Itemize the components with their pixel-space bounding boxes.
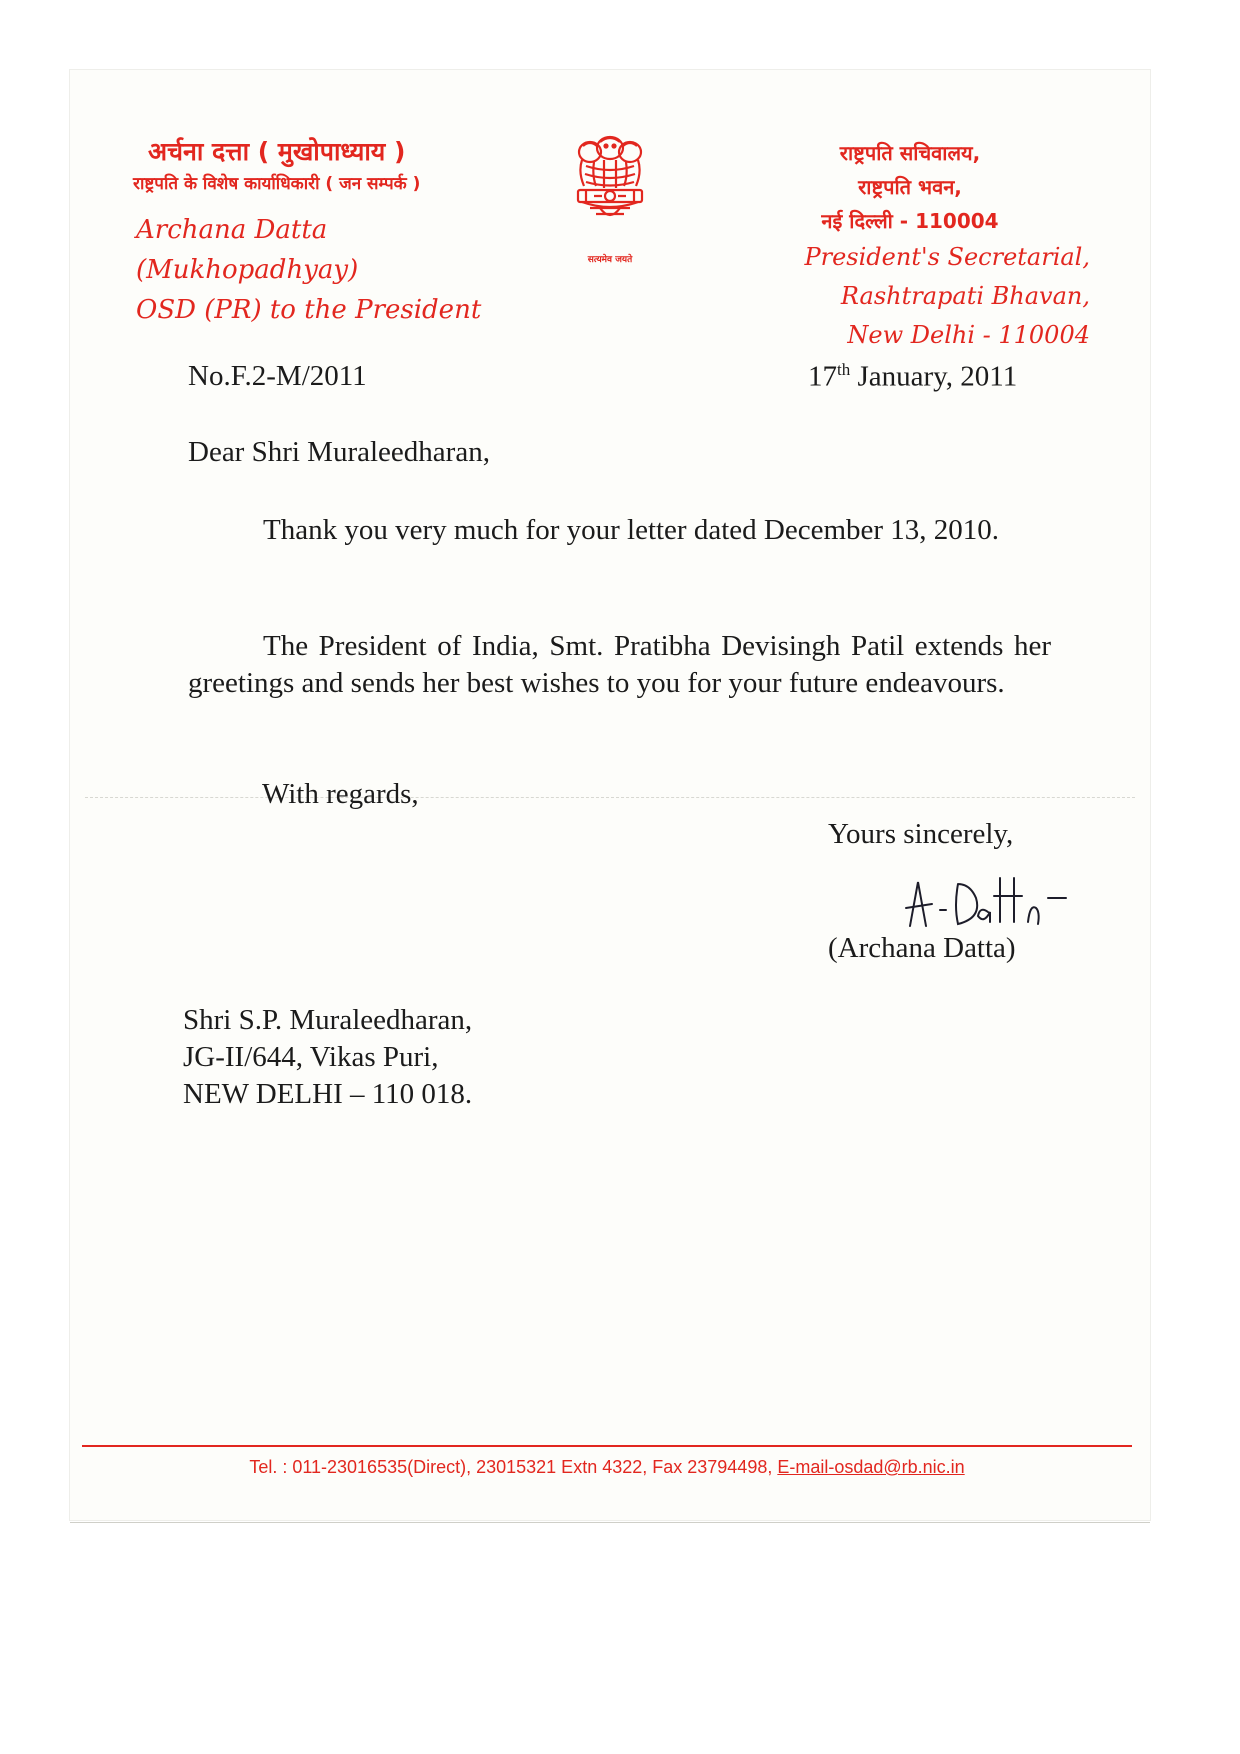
recipient-line3: NEW DELHI – 110 018. bbox=[183, 1078, 473, 1110]
lion-capital-icon bbox=[560, 130, 660, 250]
sender-name-english: Archana Datta bbox=[136, 215, 328, 245]
footer-email-link[interactable]: E-mail-osdad@rb.nic.in bbox=[777, 1457, 965, 1477]
body-paragraph-2: The President of India, Smt. Pratibha Devisingh Patil extends her greetings and sends her best wishes to you for your future endeavours. bbox=[188, 630, 1051, 699]
sheet-bottom-edge bbox=[70, 1522, 1150, 1523]
date-suffix: th bbox=[837, 360, 851, 379]
handwritten-signature bbox=[900, 868, 1080, 938]
sender-name-maiden: (Mukhopadhyay) bbox=[136, 255, 359, 285]
recipient-line1: Shri S.P. Muraleedharan, bbox=[183, 1004, 473, 1036]
sender-block-english bbox=[136, 210, 481, 330]
body-paragraph-1: Thank you very much for your letter dated December 13, 2010. bbox=[263, 514, 1000, 546]
footer-contact bbox=[82, 1457, 1132, 1478]
sender-title-english: OSD (PR) to the President bbox=[136, 295, 482, 325]
recipient-line2: JG-II/644, Vikas Puri, bbox=[183, 1041, 439, 1073]
salutation: Dear Shri Muraleedharan, bbox=[188, 436, 490, 468]
letter-date bbox=[808, 360, 1017, 394]
footer-contact-text: Tel. : 011-23016535(Direct), 23015321 Extn 4322, Fax 23794498, bbox=[249, 1457, 778, 1477]
fold-line bbox=[85, 797, 1135, 798]
office-line1-english: President's Secretarial, bbox=[804, 243, 1090, 271]
reference-number: No.F.2-M/2011 bbox=[188, 360, 367, 392]
signatory-name: (Archana Datta) bbox=[828, 932, 1016, 964]
office-address-hindi bbox=[760, 136, 1060, 238]
sender-name-hindi: अर्चना दत्ता ( मुखोपाध्याय ) bbox=[148, 137, 406, 166]
office-line1-hindi: राष्ट्रपति सचिवालय, bbox=[839, 141, 981, 165]
footer-rule bbox=[82, 1445, 1132, 1447]
sender-title-hindi: राष्ट्रपति के विशेष कार्याधिकारी ( जन सम्पर्क ) bbox=[133, 174, 421, 194]
recipient-address bbox=[183, 1002, 472, 1113]
office-line2-english: Rashtrapati Bhavan, bbox=[840, 282, 1090, 310]
office-line3-hindi: नई दिल्ली - 110004 bbox=[821, 209, 999, 233]
date-rest: January, 2011 bbox=[850, 360, 1018, 393]
office-address-english bbox=[790, 238, 1090, 355]
regards-line: With regards, bbox=[262, 778, 419, 810]
closing-line: Yours sincerely, bbox=[828, 818, 1014, 850]
state-emblem bbox=[560, 130, 660, 272]
office-line3-english: New Delhi - 110004 bbox=[847, 321, 1090, 349]
date-day: 17 bbox=[808, 360, 837, 393]
office-line2-hindi: राष्ट्रपति भवन, bbox=[858, 175, 962, 199]
emblem-motto: सत्यमेव जयते bbox=[587, 255, 633, 265]
